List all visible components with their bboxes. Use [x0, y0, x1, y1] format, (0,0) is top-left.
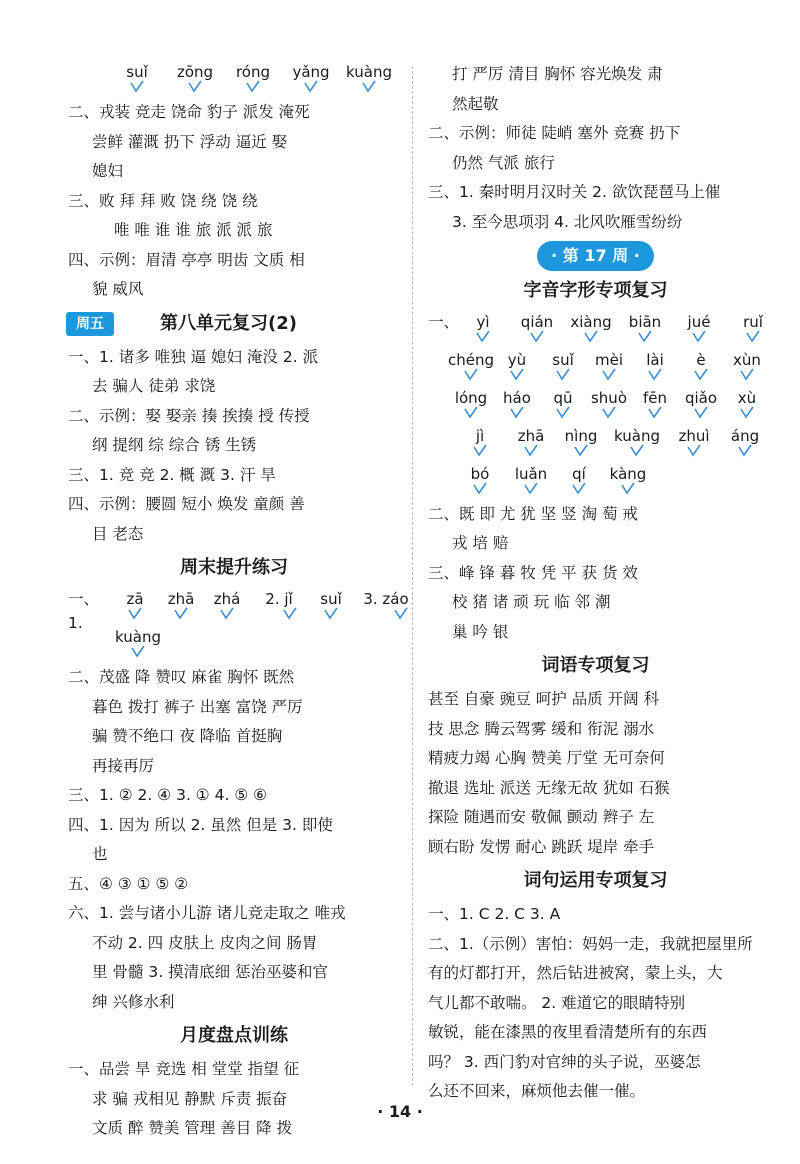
check-mark-icon	[602, 406, 616, 420]
pinyin-item: bó	[454, 462, 506, 486]
answer-line: 气儿都不敢喘。 2. 难道它的眼睛特别	[428, 993, 686, 1012]
pinyin-item: suǐ	[108, 60, 166, 84]
answer-line: 精疲力竭 心胸 赞美 厅堂 无可奈何	[428, 749, 665, 767]
check-mark-icon	[556, 368, 570, 382]
check-mark-icon	[246, 80, 260, 94]
answer-line: 3. 至今思项羽 4. 北风吹雁雪纷纷	[452, 212, 683, 231]
answer-line: 然起敬	[452, 94, 499, 113]
check-mark-icon	[648, 406, 662, 420]
answer-line: 去 骗人 徒弟 求饶	[92, 377, 216, 395]
answer-line: 五、④ ③ ① ⑤ ②	[68, 874, 189, 893]
pinyin-item: è	[678, 348, 724, 372]
answer-line: 二、茂盛 降 赞叹 麻雀 胸怀 既然	[68, 668, 295, 686]
answer-line: 一、1. 诸多 唯独 逼 媳妇 淹没 2. 派	[68, 347, 319, 366]
pinyin-item: qí	[556, 462, 602, 486]
pinyin-item: 2. jǐ	[250, 587, 308, 611]
check-mark-icon	[476, 330, 490, 344]
pinyin-row	[68, 587, 409, 632]
pinyin-row	[428, 348, 763, 386]
check-mark-icon	[188, 80, 202, 94]
answer-line: 撤退 选址 派送 无缘无故 犹如 石猴	[428, 778, 670, 797]
pinyin-item: fēn	[632, 386, 678, 410]
section-title: 月度盘点训练	[180, 1025, 288, 1046]
check-mark-icon	[621, 482, 635, 496]
answer-line: 探险 随遇而安 敬佩 颤动 辫子 左	[428, 808, 655, 826]
answer-line: 三、峰 锋 暮 牧 凭 平 获 货 效	[428, 563, 638, 582]
answer-line: 一、品尝 旱 竞选 相 堂堂 指望 征	[68, 1060, 300, 1078]
column-divider	[412, 66, 413, 1086]
pinyin-item: kàng	[602, 462, 654, 486]
pinyin-item: háo	[494, 386, 540, 410]
answer-line: 二、戎装 竞走 饶命 豹子 派发 淹死	[68, 103, 310, 121]
check-mark-icon	[692, 330, 706, 344]
check-mark-icon	[648, 368, 662, 382]
pinyin-item: zā	[112, 587, 158, 611]
section-title: 词句运用专项复习	[523, 870, 668, 891]
pinyin-item: shuò	[586, 386, 632, 410]
answer-line: 二、示例：娶 娶亲 揍 挨揍 授 传授	[68, 406, 310, 425]
pinyin-item: róng	[224, 60, 282, 84]
pinyin-item: zhā	[506, 424, 556, 448]
answer-line: 目 老态	[92, 524, 144, 543]
answer-line: 打 严厉 清目 胸怀 容光焕发 肃	[452, 65, 663, 83]
section-header	[66, 307, 400, 341]
check-mark-icon	[283, 607, 297, 621]
answer-line: 么还不回来，麻烦他去催一催。	[428, 1082, 646, 1100]
check-mark-icon	[638, 330, 652, 344]
check-mark-icon	[304, 80, 318, 94]
answer-line: 校 猪 诸 顽 玩 临 邻 潮	[452, 593, 611, 611]
answer-line: 再接再厉	[92, 756, 155, 775]
answer-line: 四、示例：眉清 亭亭 明齿 文质 相	[68, 250, 305, 269]
answer-line: 三、败 拜 拜 败 饶 绕 饶 绕	[68, 191, 258, 210]
answer-line: 三、1. ② 2. ④ 3. ① 4. ⑤ ⑥	[68, 786, 268, 804]
check-mark-icon	[524, 444, 538, 458]
section-title: 词语专项复习	[541, 655, 650, 676]
answer-line: 骗 赞不绝口 夜 降临 首挺胸	[92, 727, 283, 745]
pinyin-item: xùn	[724, 348, 770, 372]
pinyin-item: yǎng	[282, 60, 340, 84]
pinyin-row	[428, 310, 763, 348]
answer-line: 唯 唯 谁 谁 旅 派 派 旅	[114, 221, 273, 239]
pinyin-item: xiàng	[564, 310, 618, 334]
pinyin-item: qū	[540, 386, 586, 410]
check-mark-icon	[464, 368, 478, 382]
check-mark-icon	[746, 330, 760, 344]
check-mark-icon	[131, 645, 145, 659]
answer-line: 吗？ 3. 西门豹对官绅的头子说，巫婆怎	[428, 1052, 701, 1071]
check-mark-icon	[524, 482, 538, 496]
answer-line: 仍然 气派 旅行	[452, 153, 555, 172]
answer-line: 不动 2. 四 皮肤上 皮肉之间 肠胃	[92, 933, 318, 952]
answer-line: 敏锐，能在漆黑的夜里看清楚所有的东西	[428, 1023, 708, 1041]
check-mark-icon	[473, 482, 487, 496]
answer-line: 文质 醉 赞美 管理 善目 降 拨	[92, 1119, 293, 1137]
answer-line: 暮色 拨打 裤子 出塞 富饶 严厉	[92, 697, 303, 716]
pinyin-row	[68, 625, 400, 663]
check-mark-icon	[740, 406, 754, 420]
pinyin-item: zōng	[166, 60, 224, 84]
check-mark-icon	[510, 406, 524, 420]
pinyin-item: lài	[632, 348, 678, 372]
pinyin-item: kuàng	[606, 424, 668, 448]
answer-line: 媳妇	[92, 162, 124, 180]
check-mark-icon	[694, 406, 708, 420]
check-mark-icon	[174, 607, 188, 621]
section-title: 第八单元复习(2)	[160, 312, 297, 334]
answer-line: 纲 提纲 综 综合 锈 生锈	[92, 436, 257, 454]
pinyin-item: suǐ	[308, 587, 354, 611]
answer-line: 求 骗 戎相见 静默 斥责 振奋	[92, 1089, 288, 1108]
answer-line: 貌 威风	[92, 280, 144, 298]
check-mark-icon	[738, 444, 752, 458]
answer-line: 也	[92, 845, 108, 863]
answer-line: 巢 吟 银	[452, 622, 509, 641]
right-column	[428, 60, 763, 1107]
answer-line: 四、示例：腰圆 短小 焕发 童颜 善	[68, 495, 305, 513]
answer-line: 尝鲜 灌溉 扔下 浮动 逼近 娶	[92, 132, 288, 151]
check-mark-icon	[464, 406, 478, 420]
week-badge: · 第 17 周 ·	[537, 241, 654, 271]
check-mark-icon	[602, 368, 616, 382]
pinyin-item: chéng	[448, 348, 494, 372]
pinyin-item: luǎn	[506, 462, 556, 486]
pinyin-item: áng	[720, 424, 770, 448]
check-mark-icon	[740, 368, 754, 382]
check-mark-icon	[220, 607, 234, 621]
check-mark-icon	[362, 80, 376, 94]
answer-line: 技 思念 腾云驾雾 缓和 衔泥 溺水	[428, 719, 655, 738]
answer-line: 里 骨髓 3. 摸清底细 惩治巫婆和官	[92, 963, 328, 981]
check-mark-icon	[687, 444, 701, 458]
pinyin-item: zhá	[204, 587, 250, 611]
pinyin-item: zhuì	[668, 424, 720, 448]
pinyin-item: ruǐ	[726, 310, 780, 334]
check-mark-icon	[510, 368, 524, 382]
check-mark-icon	[556, 406, 570, 420]
answer-line: 二、示例：师徒 陡峭 塞外 竞赛 扔下	[428, 124, 681, 142]
check-mark-icon	[584, 330, 598, 344]
answer-line: 甚至 自豪 豌豆 呵护 品质 开阔 科	[428, 690, 660, 708]
pinyin-item: kuàng	[340, 60, 398, 84]
pinyin-item: xù	[724, 386, 770, 410]
section-title: 周末提升练习	[180, 557, 288, 578]
pinyin-item: lóng	[448, 386, 494, 410]
pinyin-row	[68, 60, 400, 98]
pinyin-item: 3. záo	[354, 587, 418, 611]
answer-line: 一、1. C 2. C 3. A	[428, 905, 561, 923]
pinyin-item: qián	[510, 310, 564, 334]
check-mark-icon	[128, 607, 142, 621]
pinyin-item: biān	[618, 310, 672, 334]
check-mark-icon	[394, 607, 408, 621]
answer-line: 顾右盼 发愣 耐心 跳跃 堤岸 牵手	[428, 837, 655, 856]
pinyin-prefix: 一、1.	[68, 590, 100, 632]
check-mark-icon	[324, 607, 338, 621]
check-mark-icon	[530, 330, 544, 344]
check-mark-icon	[694, 368, 708, 382]
pinyin-item: jué	[672, 310, 726, 334]
answer-line: 二、1.（示例）害怕：妈妈一走，我就把屋里所	[428, 934, 753, 953]
page-number: · 14 ·	[377, 1102, 423, 1121]
answer-line: 二、既 即 尤 犹 坚 竖 淘 萄 戒	[428, 504, 638, 523]
pinyin-item: yì	[456, 310, 510, 334]
check-mark-icon	[630, 444, 644, 458]
pinyin-prefix: 一、	[428, 312, 460, 331]
answer-line: 有的灯都打开，然后钻进被窝，蒙上头，大	[428, 964, 723, 982]
check-mark-icon	[572, 482, 586, 496]
friday-badge: 周五	[66, 312, 114, 336]
answer-line: 六、1. 尝与诸小儿游 诸儿竞走取之 唯戎	[68, 904, 346, 922]
pinyin-row	[428, 386, 763, 424]
pinyin-item: nìng	[556, 424, 606, 448]
check-mark-icon	[473, 444, 487, 458]
pinyin-row	[428, 462, 763, 500]
answer-line: 三、1. 竞 竞 2. 概 溉 3. 汗 旱	[68, 465, 276, 484]
pinyin-item: suǐ	[540, 348, 586, 372]
answer-line: 绅 兴修水利	[92, 992, 175, 1011]
answer-line: 三、1. 秦时明月汉时关 2. 欲饮琵琶马上催	[428, 183, 721, 201]
pinyin-item: zhā	[158, 587, 204, 611]
pinyin-item: kuàng	[108, 625, 168, 649]
pinyin-item: jì	[454, 424, 506, 448]
pinyin-item: yù	[494, 348, 540, 372]
pinyin-row	[428, 424, 763, 462]
section-title: 字音字形专项复习	[523, 279, 668, 301]
pinyin-item: qiǎo	[678, 386, 724, 410]
answer-line: 四、1. 因为 所以 2. 虽然 但是 3. 即使	[68, 815, 333, 834]
pinyin-item: mèi	[586, 348, 632, 372]
left-column	[68, 60, 409, 1144]
check-mark-icon	[130, 80, 144, 94]
week-header	[428, 241, 763, 272]
check-mark-icon	[574, 444, 588, 458]
answer-line: 戎 培 赔	[452, 534, 509, 552]
